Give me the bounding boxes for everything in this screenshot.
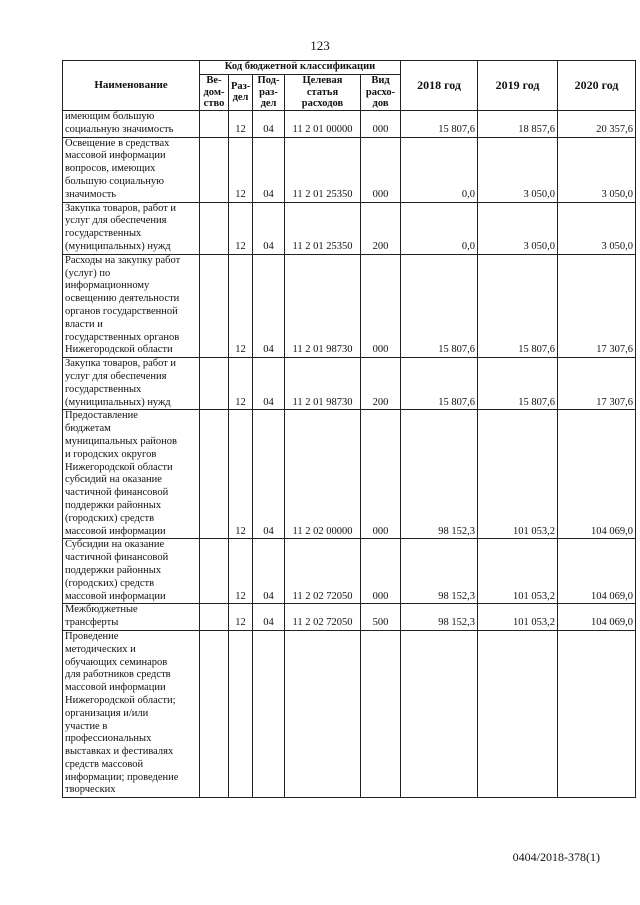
- row-2019: [478, 630, 558, 797]
- row-razdel: 12: [229, 604, 253, 631]
- row-podrazdel: 04: [253, 358, 285, 410]
- row-razdel: 12: [229, 202, 253, 254]
- row-podrazdel: 04: [253, 410, 285, 539]
- row-kind: [361, 630, 401, 797]
- row-2018: 98 152,3: [401, 604, 478, 631]
- row-2020: 3 050,0: [558, 137, 636, 202]
- row-podrazdel: 04: [253, 604, 285, 631]
- row-name: Расходы на закупку работ (услуг) по информационному освещению деятельности органов государственной власти и государственных органов Нижегородской области: [63, 254, 200, 357]
- row-2019: 15 807,6: [478, 254, 558, 357]
- row-name: Проведение методических и обучающих семинаров для работников средств массовой информации Нижегородской области; организация и/или участие в профессиональных выставках и фестивалях средств массовой информации; проведение творческих: [63, 630, 200, 797]
- row-2019: 101 053,2: [478, 539, 558, 604]
- row-name: Закупка товаров, работ и услуг для обеспечения государственных (муниципальных) нужд: [63, 202, 200, 254]
- row-podrazdel: 04: [253, 539, 285, 604]
- row-name: имеющим большую социальную значимость: [63, 111, 200, 138]
- column-header-name: Наименование: [63, 61, 200, 111]
- row-2020: 104 069,0: [558, 604, 636, 631]
- row-target: 11 2 01 25350: [285, 202, 361, 254]
- row-kind: 000: [361, 254, 401, 357]
- row-2020: 3 050,0: [558, 202, 636, 254]
- column-header-2019: 2019 год: [478, 61, 558, 111]
- row-2020: 17 307,6: [558, 358, 636, 410]
- row-2020: 104 069,0: [558, 410, 636, 539]
- document-code-footer: 0404/2018-378(1): [512, 850, 600, 864]
- row-2019: 18 857,6: [478, 111, 558, 138]
- row-vedomstvo: [200, 630, 229, 797]
- column-header-podrazdel: Под- раз- дел: [253, 74, 285, 110]
- row-2020: 20 357,6: [558, 111, 636, 138]
- row-target: [285, 630, 361, 797]
- column-header-kind: Вид расхо- дов: [361, 74, 401, 110]
- row-vedomstvo: [200, 202, 229, 254]
- row-podrazdel: 04: [253, 254, 285, 357]
- row-kind: 500: [361, 604, 401, 631]
- row-podrazdel: 04: [253, 111, 285, 138]
- column-header-vedomstvo: Ве- дом- ство: [200, 74, 229, 110]
- row-podrazdel: 04: [253, 137, 285, 202]
- row-podrazdel: 04: [253, 202, 285, 254]
- row-razdel: 12: [229, 539, 253, 604]
- table-row: [63, 137, 636, 202]
- row-name: Межбюджетные трансферты: [63, 604, 200, 631]
- row-vedomstvo: [200, 111, 229, 138]
- budget-table: [62, 60, 636, 798]
- row-2020: [558, 630, 636, 797]
- row-target: 11 2 01 98730: [285, 358, 361, 410]
- header-row-1: [63, 61, 636, 75]
- row-2018: 15 807,6: [401, 254, 478, 357]
- row-target: 11 2 01 00000: [285, 111, 361, 138]
- row-kind: 000: [361, 410, 401, 539]
- row-vedomstvo: [200, 410, 229, 539]
- row-razdel: 12: [229, 137, 253, 202]
- column-header-target: Целевая статья расходов: [285, 74, 361, 110]
- table-row: [63, 202, 636, 254]
- row-razdel: 12: [229, 358, 253, 410]
- row-2018: 0,0: [401, 202, 478, 254]
- row-2019: 3 050,0: [478, 137, 558, 202]
- row-razdel: [229, 630, 253, 797]
- row-2020: 17 307,6: [558, 254, 636, 357]
- column-header-code-group: Код бюджетной классификации: [200, 61, 401, 75]
- row-kind: 000: [361, 539, 401, 604]
- row-2018: 15 807,6: [401, 111, 478, 138]
- row-vedomstvo: [200, 604, 229, 631]
- row-target: 11 2 02 72050: [285, 604, 361, 631]
- column-header-2018: 2018 год: [401, 61, 478, 111]
- column-header-2020: 2020 год: [558, 61, 636, 111]
- table-row: [63, 254, 636, 357]
- row-2018: [401, 630, 478, 797]
- row-name: Предоставление бюджетам муниципальных районов и городских округов Нижегородской области субсидий на оказание частичной финансовой поддержки районных (городских) средств массовой информации: [63, 410, 200, 539]
- row-vedomstvo: [200, 539, 229, 604]
- row-vedomstvo: [200, 358, 229, 410]
- row-2018: 0,0: [401, 137, 478, 202]
- row-kind: 000: [361, 111, 401, 138]
- row-2019: 101 053,2: [478, 410, 558, 539]
- page-number: 123: [310, 38, 330, 53]
- table-row: [63, 604, 636, 631]
- row-kind: 200: [361, 358, 401, 410]
- row-name: Закупка товаров, работ и услуг для обеспечения государственных (муниципальных) нужд: [63, 358, 200, 410]
- row-kind: 000: [361, 137, 401, 202]
- row-target: 11 2 02 72050: [285, 539, 361, 604]
- row-target: 11 2 01 25350: [285, 137, 361, 202]
- row-2018: 98 152,3: [401, 539, 478, 604]
- row-razdel: 12: [229, 254, 253, 357]
- row-kind: 200: [361, 202, 401, 254]
- row-vedomstvo: [200, 137, 229, 202]
- row-razdel: 12: [229, 111, 253, 138]
- row-2018: 15 807,6: [401, 358, 478, 410]
- table-row: [63, 410, 636, 539]
- table-row: [63, 539, 636, 604]
- row-target: 11 2 01 98730: [285, 254, 361, 357]
- row-2019: 15 807,6: [478, 358, 558, 410]
- row-name: Освещение в средствах массовой информации вопросов, имеющих большую социальную значимость: [63, 137, 200, 202]
- row-2018: 98 152,3: [401, 410, 478, 539]
- row-name: Субсидии на оказание частичной финансовой поддержки районных (городских) средств массовой информации: [63, 539, 200, 604]
- row-podrazdel: [253, 630, 285, 797]
- table-row: [63, 111, 636, 138]
- column-header-razdel: Раз- дел: [229, 74, 253, 110]
- row-2020: 104 069,0: [558, 539, 636, 604]
- table-row: [63, 630, 636, 797]
- table-row: [63, 358, 636, 410]
- row-target: 11 2 02 00000: [285, 410, 361, 539]
- row-vedomstvo: [200, 254, 229, 357]
- row-2019: 3 050,0: [478, 202, 558, 254]
- row-razdel: 12: [229, 410, 253, 539]
- row-2019: 101 053,2: [478, 604, 558, 631]
